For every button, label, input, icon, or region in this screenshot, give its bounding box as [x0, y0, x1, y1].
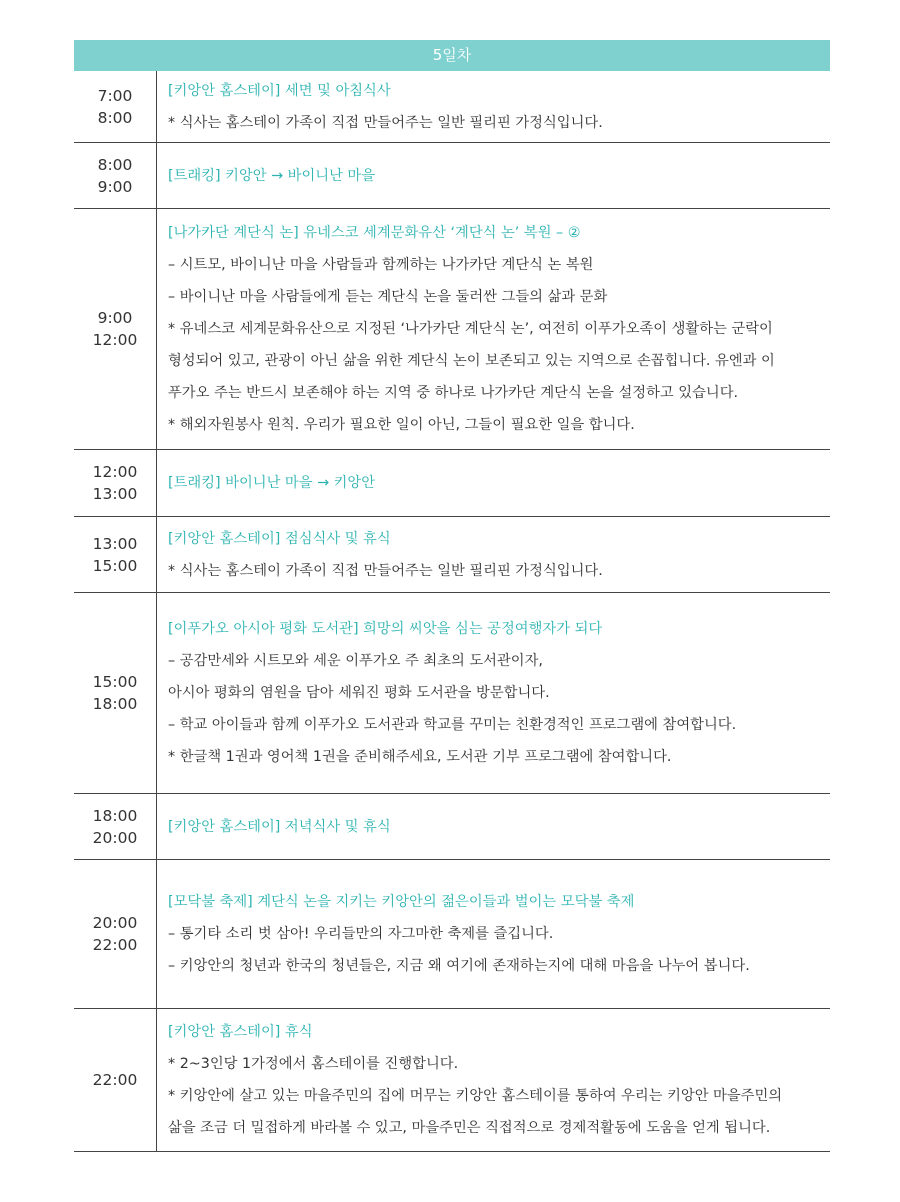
start-time: 15:00: [92, 673, 138, 691]
activity-note: * 식사는 홈스테이 가족이 직접 만들어주는 일반 필리핀 가정식입니다.: [168, 562, 603, 579]
start-time: 18:00: [92, 806, 138, 825]
end-time: 12:00: [92, 331, 138, 349]
activity-cell: [157, 450, 830, 516]
start-time: 7:00: [97, 86, 133, 105]
activity-note: * 한글책 1권과 영어책 1권을 준비해주세요, 도서관 기부 프로그램에 참여합니다.: [168, 749, 672, 765]
schedule-table: [74, 40, 830, 1152]
activity-cell: [157, 1009, 830, 1151]
activity-title: [트래킹] 바이니난 마을 → 키앙안: [168, 475, 376, 491]
activity-title: [키앙안 홈스테이] 저녁식사 및 휴식: [168, 818, 391, 835]
activity-title: [키앙안 홈스테이] 점심식사 및 휴식: [168, 530, 391, 547]
time-cell: [74, 860, 157, 1008]
activity-title: [트래킹] 키앙안 → 바이니난 마을: [168, 167, 376, 184]
schedule-row: [74, 209, 830, 450]
schedule-row: [74, 143, 830, 209]
activity-note: 삶을 조금 더 밀접하게 바라볼 수 있고, 마을주민은 직접적으로 경제적활동에 도움을 얻게 됩니다.: [168, 1120, 771, 1136]
activity-note: * 2~3인당 1가정에서 홈스테이를 진행합니다.: [168, 1056, 459, 1072]
start-time: 13:00: [92, 534, 138, 553]
activity-cell: [157, 517, 830, 592]
day-header: 5일차: [74, 40, 830, 71]
schedule-row: [74, 593, 830, 794]
activity-note: – 공감만세와 시트모와 세운 이푸가오 주 최초의 도서관이자,: [168, 653, 543, 669]
time-cell: [74, 517, 157, 592]
activity-cell: [157, 143, 830, 208]
time-cell: [74, 794, 157, 859]
activity-note: – 바이니난 마을 사람들에게 듣는 계단식 논을 둘러싼 그들의 삶과 문화: [168, 289, 608, 305]
activity-title: [키앙안 홈스테이] 휴식: [168, 1024, 313, 1040]
activity-title: [나가카단 계단식 논] 유네스코 세계문화유산 ‘계단식 논’ 복원 – ②: [168, 225, 581, 241]
activity-cell: [157, 71, 830, 142]
schedule-row: [74, 794, 830, 860]
activity-cell: [157, 593, 830, 793]
end-time: 9:00: [97, 177, 133, 196]
time-cell: [74, 209, 157, 449]
end-time: 20:00: [92, 828, 138, 847]
schedule-row: [74, 450, 830, 517]
end-time: 13:00: [92, 485, 138, 503]
activity-note: – 통기타 소리 벗 삼아! 우리들만의 자그마한 축제를 즐깁니다.: [168, 926, 554, 942]
activity-title: [모닥불 축제] 계단식 논을 지키는 키앙안의 젊은이들과 벌이는 모닥불 축제: [168, 894, 635, 910]
activity-note: * 해외자원봉사 원칙. 우리가 필요한 일이 아닌, 그들이 필요한 일을 합니다.: [168, 417, 635, 433]
start-time: 12:00: [92, 463, 138, 481]
activity-note: – 시트모, 바이니난 마을 사람들과 함께하는 나가카단 계단식 논 복원: [168, 257, 594, 273]
schedule-row: [74, 860, 830, 1009]
time-cell: [74, 71, 157, 142]
time-cell: [74, 143, 157, 208]
activity-note: * 키앙안에 살고 있는 마을주민의 집에 머무는 키앙안 홈스테이를 통하여 우리는 키앙안 마을주민의: [168, 1088, 783, 1104]
activity-note: 형성되어 있고, 관광이 아닌 삶을 위한 계단식 논이 보존되고 있는 지역으로 손꼽힙니다. 유엔과 이: [168, 353, 775, 369]
activity-cell: [157, 209, 830, 449]
activity-cell: [157, 860, 830, 1008]
activity-note: – 키앙안의 청년과 한국의 청년들은, 지금 왜 여기에 존재하는지에 대해 마음을 나누어 봅니다.: [168, 958, 750, 974]
activity-note: 푸가오 주는 반드시 보존해야 하는 지역 중 하나로 나가카단 계단식 논을 설정하고 있습니다.: [168, 385, 739, 401]
start-time: 8:00: [97, 155, 133, 174]
activity-note: 아시아 평화의 염원을 담아 세워진 평화 도서관을 방문합니다.: [168, 685, 550, 701]
end-time: 18:00: [92, 695, 138, 713]
activity-note: – 학교 아이들과 함께 이푸가오 도서관과 학교를 꾸미는 친환경적인 프로그램에 참여합니다.: [168, 717, 737, 733]
schedule-row: [74, 71, 830, 143]
start-time: 22:00: [92, 1071, 138, 1089]
end-time: 22:00: [92, 936, 138, 954]
time-cell: [74, 450, 157, 516]
time-cell: [74, 1009, 157, 1151]
activity-cell: [157, 794, 830, 859]
schedule-row: [74, 517, 830, 593]
start-time: 9:00: [97, 309, 133, 327]
activity-note: * 유네스코 세계문화유산으로 지정된 ‘나가카단 계단식 논’, 여전히 이푸가오족이 생활하는 군락이: [168, 321, 773, 337]
schedule-row: [74, 1009, 830, 1152]
activity-title: [이푸가오 아시아 평화 도서관] 희망의 씨앗을 심는 공정여행자가 되다: [168, 621, 603, 637]
activity-title: [키앙안 홈스테이] 세면 및 아침식사: [168, 82, 391, 99]
end-time: 15:00: [92, 556, 138, 575]
activity-note: * 식사는 홈스테이 가족이 직접 만들어주는 일반 필리핀 가정식입니다.: [168, 114, 603, 131]
end-time: 8:00: [97, 108, 133, 127]
time-cell: [74, 593, 157, 793]
start-time: 20:00: [92, 914, 138, 932]
